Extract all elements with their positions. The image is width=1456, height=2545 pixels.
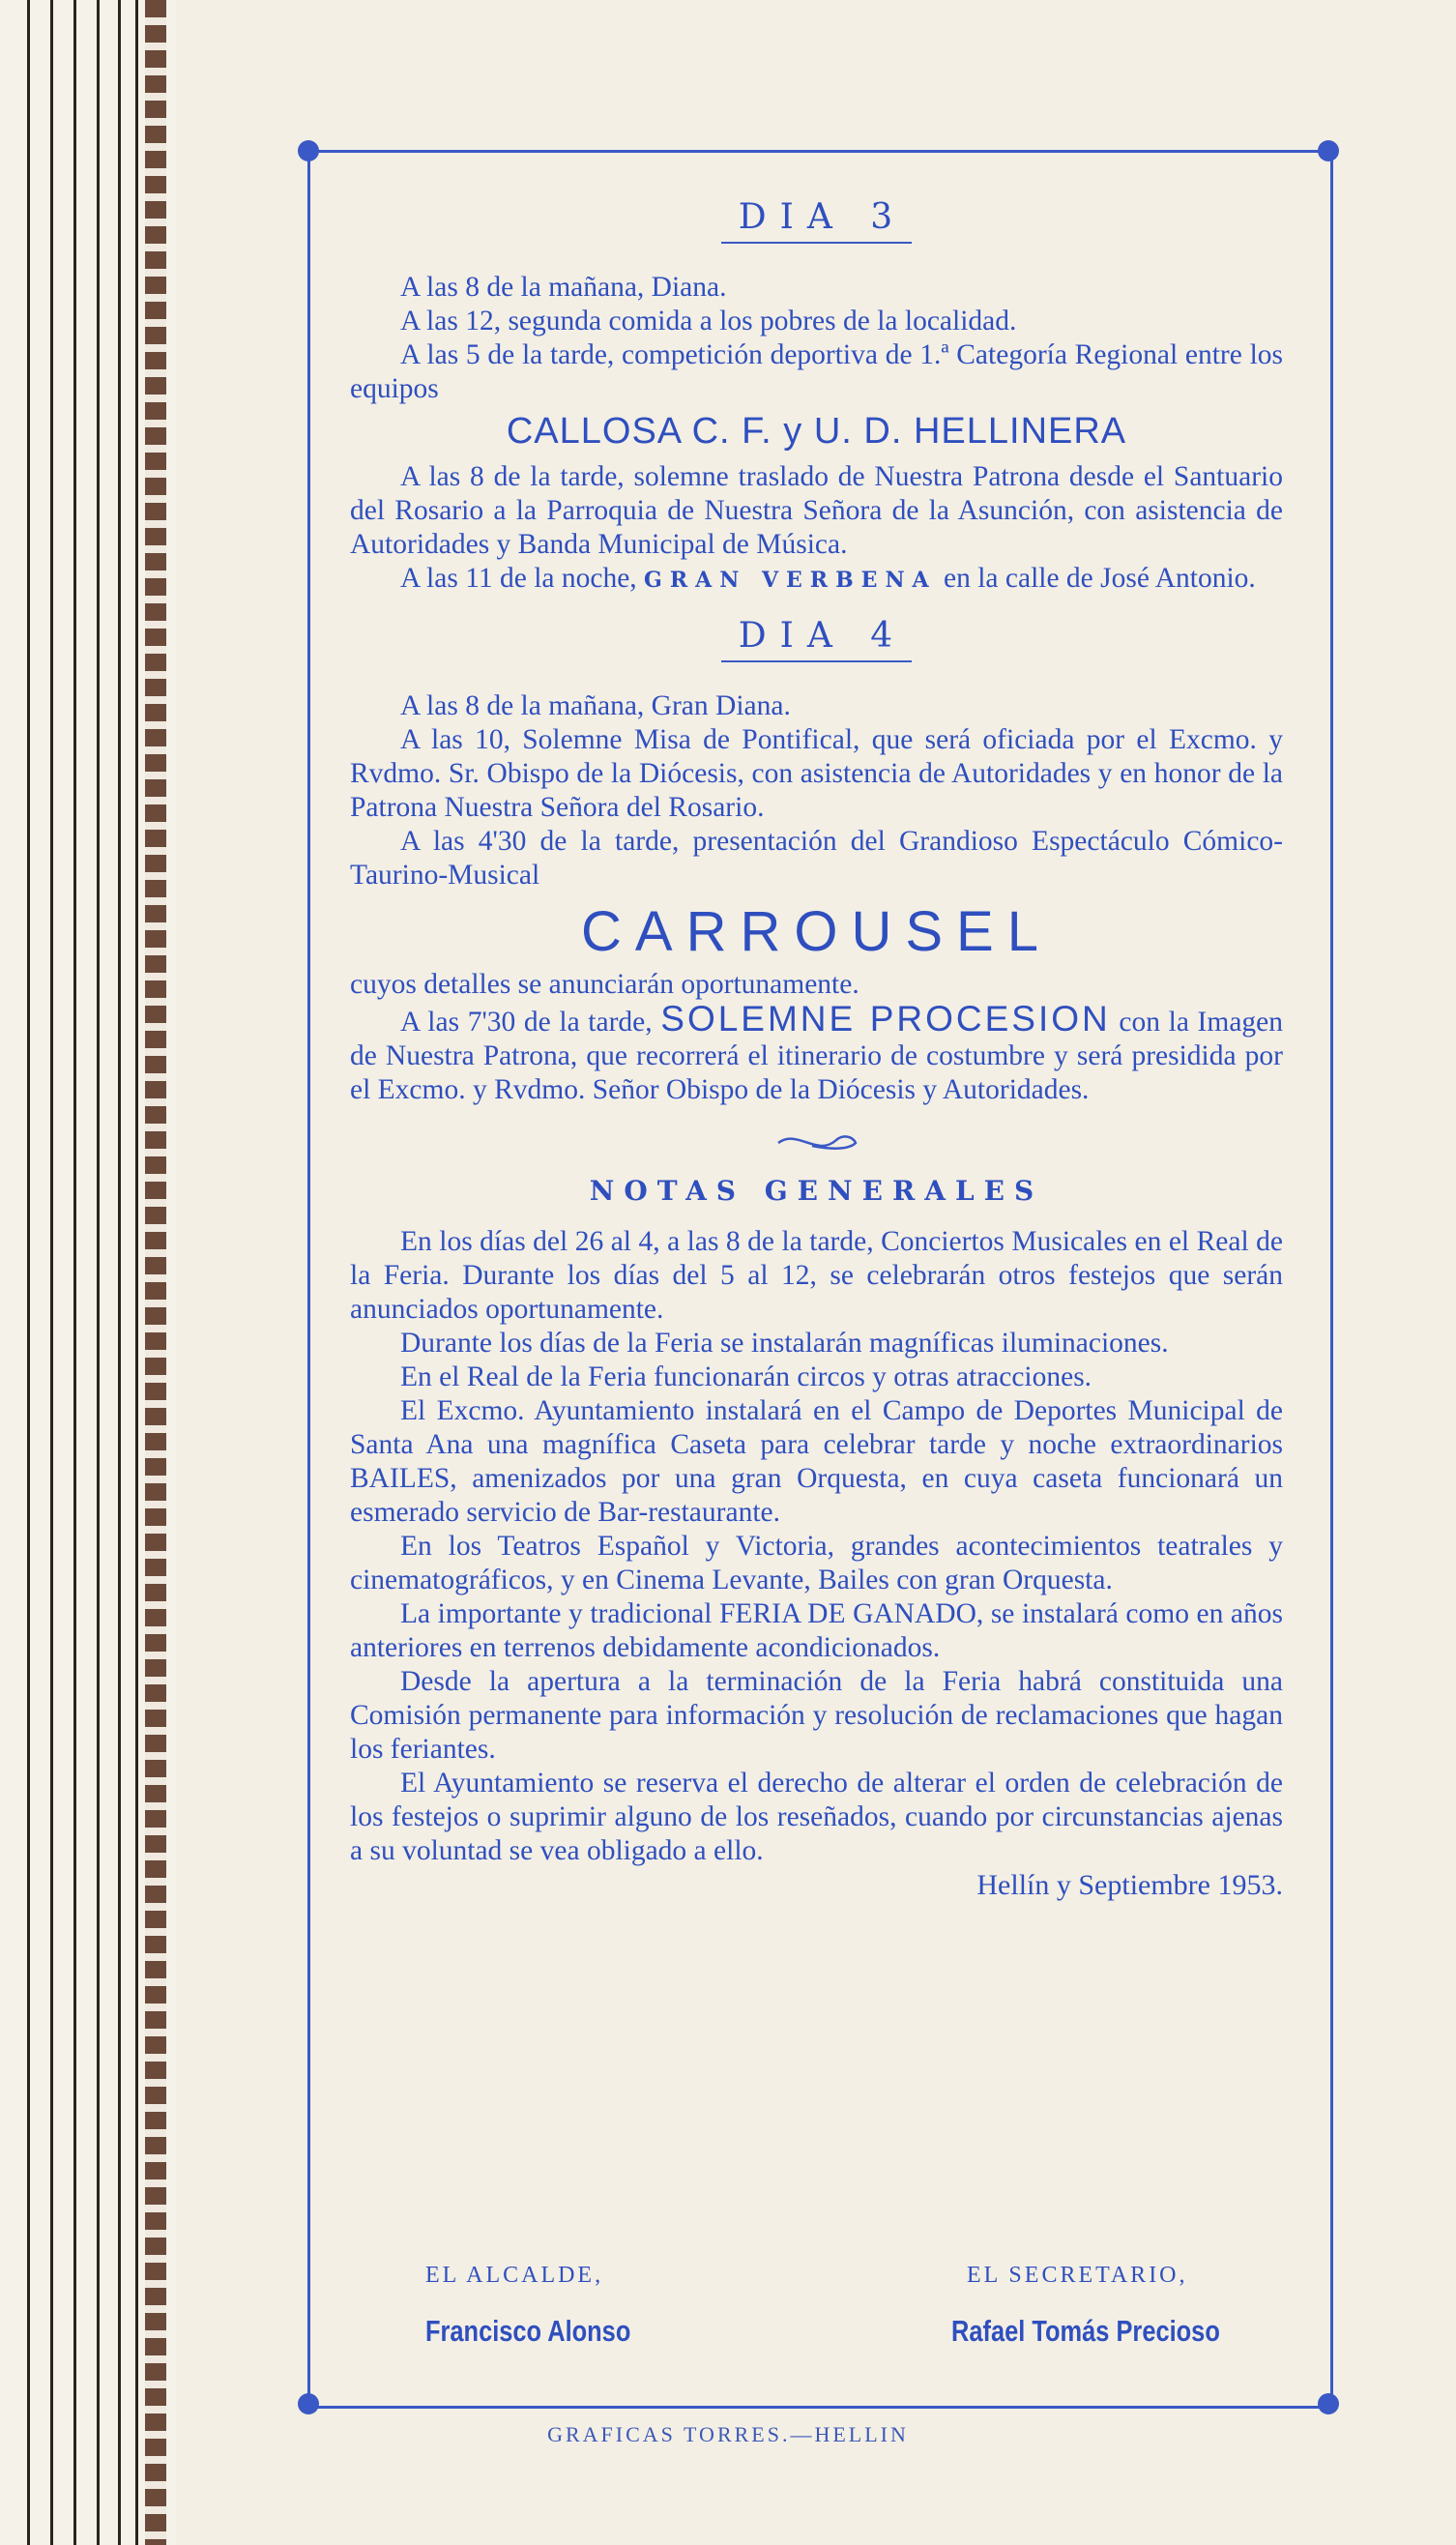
corner-ornament bbox=[1318, 2393, 1339, 2414]
corner-ornament bbox=[298, 2393, 319, 2414]
verbena-text: A las 11 de la noche, GRAN VERBENA en la calle de José Antonio. bbox=[400, 563, 1256, 594]
corner-ornament bbox=[298, 140, 319, 161]
day4-espectaculo: A las 4'30 de la tarde, presentación del Grandioso Espectáculo Cómico-Taurino-Musical bbox=[350, 826, 1283, 891]
verbena-event: GRAN VERBENA bbox=[644, 568, 937, 593]
notas-generales-heading: NOTAS GENERALES bbox=[589, 1175, 1044, 1207]
flourish-ornament bbox=[350, 1128, 1283, 1166]
nota-paragraph: En los Teatros Español y Victoria, grandes acontecimientos teatrales y cinematográficos, y en Cinema Levante, Bailes con gran Orquesta. bbox=[350, 1531, 1283, 1595]
procesion-title: SOLEMNE PROCESION bbox=[660, 999, 1111, 1038]
alcalde-name: Francisco Alonso bbox=[425, 2314, 631, 2348]
day3-line: A las 12, segunda comida a los pobres de la localidad. bbox=[400, 306, 1017, 336]
secretario-signature bbox=[951, 2263, 1450, 2349]
nota-paragraph: Desde la apertura a la terminación de la Feria habrá constituida una Comisión permanente para información y resolución de reclamaciones que hagan los feriantes. bbox=[350, 1666, 1283, 1765]
nota-paragraph: Durante los días de la Feria se instalarán magníficas iluminaciones. bbox=[400, 1328, 1169, 1359]
printer-footer: GRAFICAS TORRES.—HELLIN bbox=[547, 2422, 909, 2446]
day4-detalles: cuyos detalles se anunciarán oportunamente. bbox=[350, 969, 859, 1000]
traslado-text: A las 8 de la tarde, solemne traslado de Nuestra Patrona desde el Santuario del Rosario a la Parroquia de Nuestra Señora de la Asunción, con asistencia de Autoridades y Banda Municipal de Música. bbox=[350, 461, 1283, 560]
program-content bbox=[350, 189, 1283, 1902]
nota-paragraph: En los días del 26 al 4, a las 8 de la tarde, Conciertos Musicales en el Real de la Feria. Durante los días del 5 al 12, se celebrarán otros festejos que serán anunciados oportunamente. bbox=[350, 1226, 1283, 1325]
day-4-heading: DIA 4 bbox=[350, 619, 1283, 662]
nota-paragraph: En el Real de la Feria funcionarán circos y otras atracciones. bbox=[400, 1361, 1092, 1392]
procesion-text: A las 7'30 de la tarde, SOLEMNE PROCESION con la Imagen de Nuestra Patrona, que recorrerá el itinerario de costumbre y será presidida por el Excmo. y Rvdmo. Señor Obispo de la Diócesis y Autoridades. bbox=[350, 999, 1284, 1105]
carrousel-title: CARROUSEL bbox=[581, 900, 1052, 963]
nota-paragraph: El Excmo. Ayuntamiento instalará en el Campo de Deportes Municipal de Santa Ana una magnífica Caseta para celebrar tarde y noche extraordinarios BAILES, amenizados por una gran Orquesta, en cuya caseta funcionará un esmerado servicio de Bar-restaurante. bbox=[350, 1395, 1283, 1528]
secretario-name: Rafael Tomás Precioso bbox=[951, 2314, 1220, 2348]
day4-misa: A las 10, Solemne Misa de Pontifical, que será oficiada por el Excmo. y Rvdmo. Sr. Obispo de la Diócesis, con asistencia de Autoridades y en honor de la Patrona Nuestra Señora del Rosario. bbox=[350, 724, 1283, 823]
alcalde-signature bbox=[425, 2263, 909, 2349]
secretario-role: EL SECRETARIO, bbox=[967, 2263, 1188, 2288]
day3-line: A las 8 de la mañana, Diana. bbox=[400, 272, 727, 303]
nota-paragraph: El Ayuntamiento se reserva el derecho de alterar el orden de celebración de los festejos o suprimir alguno de los reseñados, cuando por circunstancias ajenas a su voluntad se vea obligado a ello. bbox=[350, 1768, 1283, 1866]
day4-diana: A las 8 de la mañana, Gran Diana. bbox=[400, 690, 791, 721]
nota-paragraph: La importante y tradicional FERIA DE GANADO, se instalará como en años anteriores en terrenos debidamente acondicionados. bbox=[350, 1598, 1283, 1663]
teams-title: CALLOSA C. F. y U. D. HELLINERA bbox=[506, 411, 1127, 452]
day-3-heading: DIA 3 bbox=[350, 200, 1283, 244]
date-line: Hellín y Septiembre 1953. bbox=[976, 1869, 1283, 1901]
day3-line: A las 5 de la tarde, competición deportiva de 1.ª Categoría Regional entre los equipos bbox=[350, 339, 1283, 404]
alcalde-role: EL ALCALDE, bbox=[425, 2263, 604, 2288]
binding-strip bbox=[0, 0, 176, 2545]
corner-ornament bbox=[1318, 140, 1339, 161]
perforation-strip bbox=[145, 0, 166, 2545]
